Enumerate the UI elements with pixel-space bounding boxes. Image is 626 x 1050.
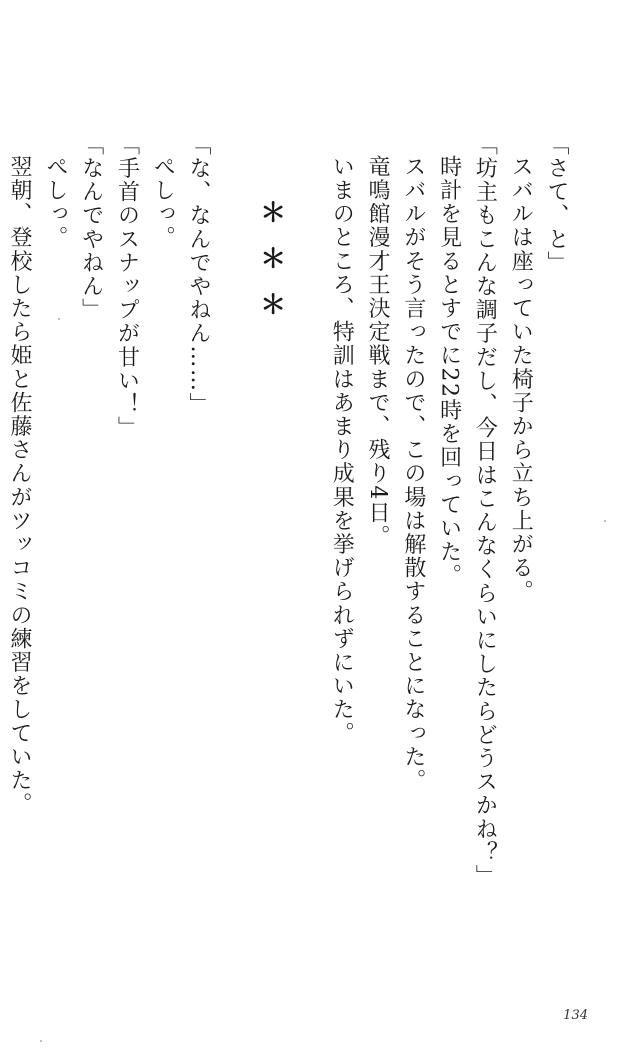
paper-speck <box>40 1040 42 1042</box>
text-line: 竜鳴館漫才王決定戦まで、残り4日。 <box>365 155 391 549</box>
text-line: いまのところ、特訓はあまり成果を挙げられずにいた。 <box>329 155 355 745</box>
text-line: 「手首のスナップが甘い！」 <box>114 133 140 440</box>
vertical-text-body <box>1 133 574 889</box>
text-line: 「さて、と」 <box>544 133 569 275</box>
text-line: ぺしっ。 <box>42 155 68 250</box>
blank-line <box>216 133 252 853</box>
text-line: スバルがそう言ったので、この場は解散することになった。 <box>400 155 426 793</box>
text-line: スバルは座っていた椅子から立ち上がる。 <box>508 155 534 604</box>
text-line: ぺしっ。 <box>150 155 176 250</box>
page-number: 134 <box>563 1008 588 1023</box>
text-line: 翌朝、登校したら姫と佐藤さんがツッコミの練習をしていた。 <box>7 155 33 816</box>
text-line: 「なんでやねん」 <box>78 133 104 322</box>
paper-speck <box>58 318 60 320</box>
text-line: 「坊主もこんな調子だし、今日はこんなくらいにしたらどうスかね？」 <box>472 133 498 889</box>
blank-line <box>288 133 324 853</box>
text-line: 時計を見るとすでに22時を回っていた。 <box>436 155 462 588</box>
text-line: 「な、なんでやねん……」 <box>186 133 212 417</box>
paper-speck <box>604 520 606 522</box>
scene-separator: ＊＊＊ <box>255 199 286 337</box>
